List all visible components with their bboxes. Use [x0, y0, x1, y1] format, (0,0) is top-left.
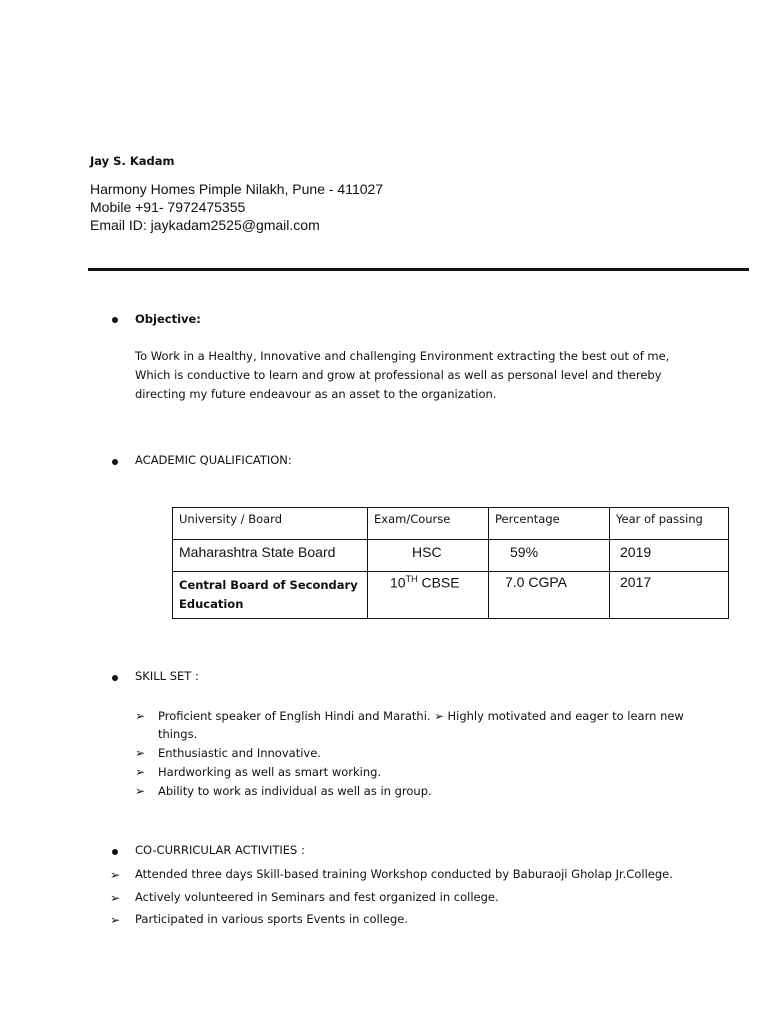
objective-text [135, 347, 715, 404]
percentage-cell: 59% [510, 544, 539, 560]
activity-item: Attended three days Skill-based training Workshop conducted by Baburaoji Gholap Jr.College. [135, 867, 673, 881]
arrow-bullet-icon: ➢ [110, 913, 121, 927]
arrow-bullet-icon: ➢ [135, 784, 146, 798]
skill-item: Hardworking as well as smart working. [158, 765, 382, 779]
arrow-bullet-icon: ➢ [110, 868, 121, 882]
skill-item: things. [158, 727, 198, 741]
skills-heading: SKILL SET : [135, 669, 199, 683]
table-row [173, 540, 729, 572]
skill-item: Enthusiastic and Innovative. [158, 746, 321, 760]
column-header: Exam/Course [374, 512, 451, 526]
qualification-table [172, 507, 729, 619]
bullet-icon [112, 459, 118, 465]
exam-cell [368, 572, 488, 595]
percentage-cell: 7.0 CGPA [505, 574, 567, 590]
table-row [173, 572, 729, 619]
objective-line: Which is conductive to learn and grow at professional as well as personal level and thereby [135, 368, 662, 382]
objective-line: To Work in a Healthy, Innovative and challenging Environment extracting the best out of me, [135, 349, 670, 363]
arrow-bullet-icon: ➢ [135, 709, 146, 723]
objective-heading: Objective: [135, 312, 201, 326]
year-cell: 2017 [620, 574, 652, 590]
activity-item: Actively volunteered in Seminars and fest organized in college. [135, 890, 499, 904]
bullet-icon [112, 849, 118, 855]
cocurricular-heading: CO-CURRICULAR ACTIVITIES : [135, 843, 305, 857]
skill-item: Proficient speaker of English Hindi and Marathi. ➢ Highly motivated and eager to learn new [158, 709, 684, 723]
arrow-bullet-icon: ➢ [135, 746, 146, 760]
exam-name: CBSE [417, 574, 460, 591]
table-header-row [173, 508, 729, 540]
email-line: Email ID: jaykadam2525@gmail.com [90, 217, 320, 233]
board-cell: Maharashtra State Board [179, 544, 336, 560]
exam-cell: HSC [412, 544, 442, 560]
objective-line: directing my future endeavour as an asset to the organization. [135, 387, 497, 401]
mobile-line: Mobile +91- 7972475355 [90, 199, 246, 215]
header-divider [88, 268, 749, 271]
year-cell: 2019 [620, 544, 652, 560]
arrow-bullet-icon: ➢ [135, 765, 146, 779]
candidate-name: Jay S. Kadam [90, 154, 175, 168]
skill-item: Ability to work as individual as well as in group. [158, 784, 432, 798]
column-header: Year of passing [616, 512, 703, 526]
exam-superscript: TH [405, 574, 418, 584]
bullet-icon [112, 317, 118, 323]
academic-heading: ACADEMIC QUALIFICATION: [135, 453, 292, 467]
column-header: University / Board [179, 512, 282, 526]
column-header: Percentage [495, 512, 560, 526]
board-cell: Central Board of Secondary Education [179, 578, 358, 611]
bullet-icon [112, 675, 118, 681]
activity-item: Participated in various sports Events in college. [135, 912, 408, 926]
exam-number: 10 [390, 574, 406, 591]
address-line: Harmony Homes Pimple Nilakh, Pune - 411027 [90, 181, 384, 197]
arrow-bullet-icon: ➢ [110, 891, 121, 905]
